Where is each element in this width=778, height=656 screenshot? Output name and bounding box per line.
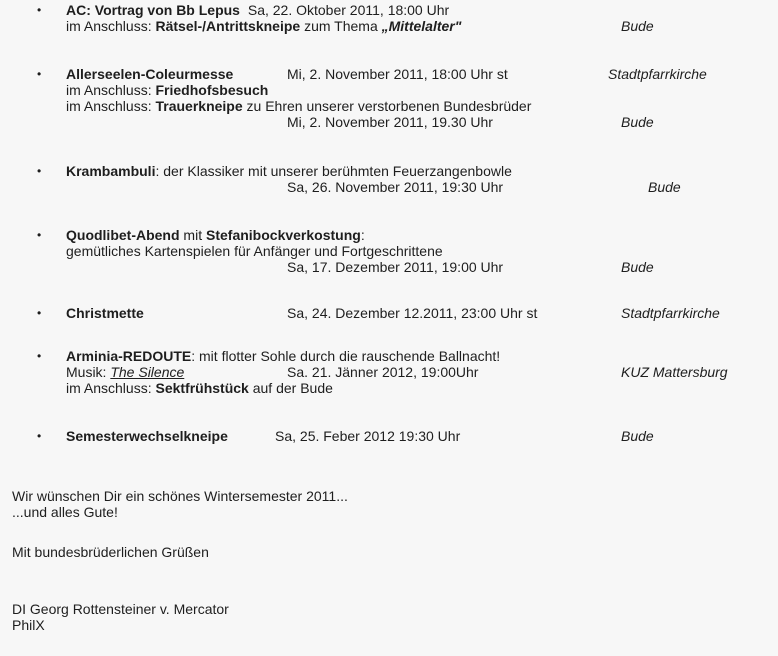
event-location: Bude [621,18,654,34]
event-description: : mit flotter Sohle durch die rauschende Ballnacht! [191,348,501,364]
event-date: Sa. 21. Jänner 2012, 19:00Uhr [287,364,479,380]
music-band-link[interactable]: The Silence [110,364,185,380]
event-date: Sa, 17. Dezember 2011, 19:00 Uhr [287,259,504,275]
event-date: Sa, 25. Feber 2012 19:30 Uhr [275,428,461,444]
closing-wish-2: ...und alles Gute! [12,504,118,520]
event-subline-prefix: im Anschluss: [66,380,156,396]
event-subline-prefix: im Anschluss: [66,98,156,114]
event-title: AC: Vortrag von Bb Lepus [66,2,240,18]
bullet: • [37,164,42,178]
event-subline-bold: Rätsel-/Antrittskneipe [155,18,301,34]
event-subline-bold: Trauerkneipe [155,98,243,114]
event-title: Arminia-REDOUTE [66,348,192,364]
event-location: Stadtpfarrkirche [608,66,707,82]
event-subline-bold: Sektfrühstück [155,380,249,396]
closing-greeting: Mit bundesbrüderlichen Grüßen [12,544,209,560]
bullet: • [37,67,42,81]
bullet: • [37,3,42,17]
signature-role: PhilX [12,617,45,633]
event-subline-theme: „Mittelalter" [381,18,462,34]
event-subline-prefix: im Anschluss: [66,82,156,98]
music-label: Musik: [66,364,111,380]
event-location: Bude [621,259,654,275]
event-subline-text: zum Thema [300,18,382,34]
event-title: Allerseelen-Coleurmesse [66,66,234,82]
event-location: Stadtpfarrkirche [621,305,720,321]
event-date-2: Mi, 2. November 2011, 19.30 Uhr [287,114,493,130]
event-date: Sa, 22. Oktober 2011, 18:00 Uhr [247,2,450,18]
event-subline-text: zu Ehren unserer verstorbenen Bundesbrüder [242,98,532,114]
event-connector: mit [179,227,206,243]
event-subline-text: auf der Bude [248,380,333,396]
event-subline-prefix: im Anschluss: [66,18,156,34]
event-colon: : [360,227,365,243]
event-title: Quodlibet-Abend [66,227,180,243]
closing-wish: Wir wünschen Dir ein schönes Wintersemester 2011... [12,488,348,504]
event-title: Krambambuli [66,163,156,179]
event-title: Semesterwechselkneipe [66,428,228,444]
event-location: KUZ Mattersburg [621,364,728,380]
bullet: • [37,429,42,443]
event-subline-bold: Friedhofsbesuch [155,82,269,98]
event-title-secondary: Stefanibockverkostung [206,227,361,243]
event-location: Bude [621,428,654,444]
bullet: • [37,228,42,242]
event-date: Sa, 26. November 2011, 19:30 Uhr [287,179,504,195]
bullet: • [37,306,42,320]
bullet: • [37,349,42,363]
event-date: Mi, 2. November 2011, 18:00 Uhr st [287,66,508,82]
event-title: Christmette [66,305,144,321]
event-description: gemütliches Kartenspielen für Anfänger und Fortgeschrittene [66,243,443,259]
event-description: : der Klassiker mit unserer berühmten Feuerzangenbowle [155,163,512,179]
event-location: Bude [648,179,681,195]
event-location-2: Bude [621,114,654,130]
signature-name: DI Georg Rottensteiner v. Mercator [12,601,229,617]
event-date: Sa, 24. Dezember 12.2011, 23:00 Uhr st [287,305,538,321]
